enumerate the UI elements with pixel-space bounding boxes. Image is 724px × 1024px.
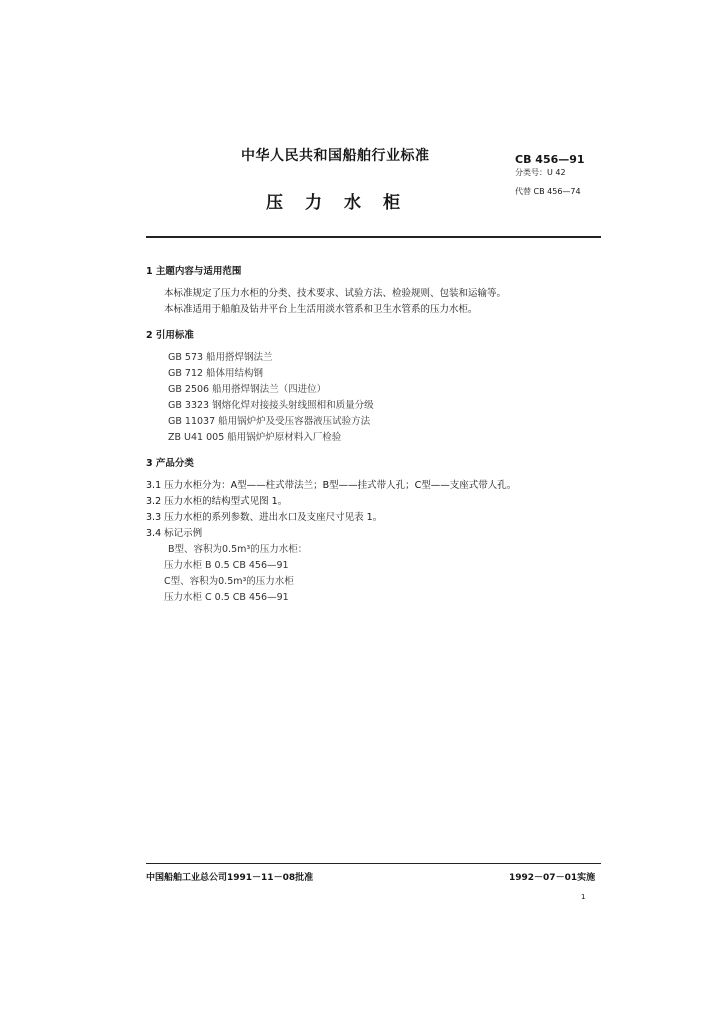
reference-item: GB 11037 船用锅炉炉及受压容器液压试验方法 [168, 416, 371, 427]
approval-date: 中国船舶工业总公司1991－11－08批准 [146, 873, 314, 883]
section-3-item: 3.2 压力水柜的结构型式见图 1。 [146, 496, 288, 507]
section-3-item: 3.4 标记示例 [146, 528, 203, 539]
marking-example: 压力水柜 B 0.5 CB 456—91 [164, 560, 289, 571]
page-title: 压力水柜 [266, 193, 422, 213]
replaces-standard: 代替 CB 456—74 [515, 187, 581, 196]
section-3-heading: 3 产品分类 [146, 458, 194, 469]
section-1-paragraph: 本标准适用于船舶及钻井平台上生活用淡水管系和卫生水管系的压力水柜。 [164, 304, 478, 315]
section-3-item: 3.3 压力水柜的系列参数、进出水口及支座尺寸见表 1。 [146, 512, 383, 523]
industry-standard-heading: 中华人民共和国船舶行业标准 [241, 148, 430, 164]
section-3-item: 3.1 压力水柜分为：A型——柱式带法兰；B型——挂式带人孔；C型——支座式带人孔。 [146, 480, 517, 491]
effective-date: 1992－07－01实施 [509, 873, 596, 883]
marking-example: B型、容积为0.5m³的压力水柜： [168, 544, 308, 555]
header-divider [146, 236, 601, 238]
section-1-heading: 1 主题内容与适用范围 [146, 266, 242, 277]
reference-item: GB 3323 钢熔化焊对接接头射线照相和质量分级 [168, 400, 374, 411]
reference-item: GB 2506 船用搭焊钢法兰（四进位） [168, 384, 327, 395]
reference-item: GB 573 船用搭焊钢法兰 [168, 352, 273, 363]
section-2-heading: 2 引用标准 [146, 330, 194, 341]
reference-item: ZB U41 005 船用锅炉炉原材料入厂检验 [168, 432, 342, 443]
section-1-paragraph: 本标准规定了压力水柜的分类、技术要求、试验方法、检验规则、包装和运输等。 [164, 288, 507, 299]
standard-code: CB 456—91 [515, 153, 585, 166]
reference-item: GB 712 船体用结构钢 [168, 368, 264, 379]
marking-example: 压力水柜 C 0.5 CB 456—91 [164, 592, 289, 603]
footer-divider [146, 863, 601, 864]
page-number: 1 [581, 893, 586, 901]
classification-number: 分类号：U 42 [515, 168, 566, 177]
marking-example: C型、容积为0.5m³的压力水柜 [164, 576, 294, 587]
